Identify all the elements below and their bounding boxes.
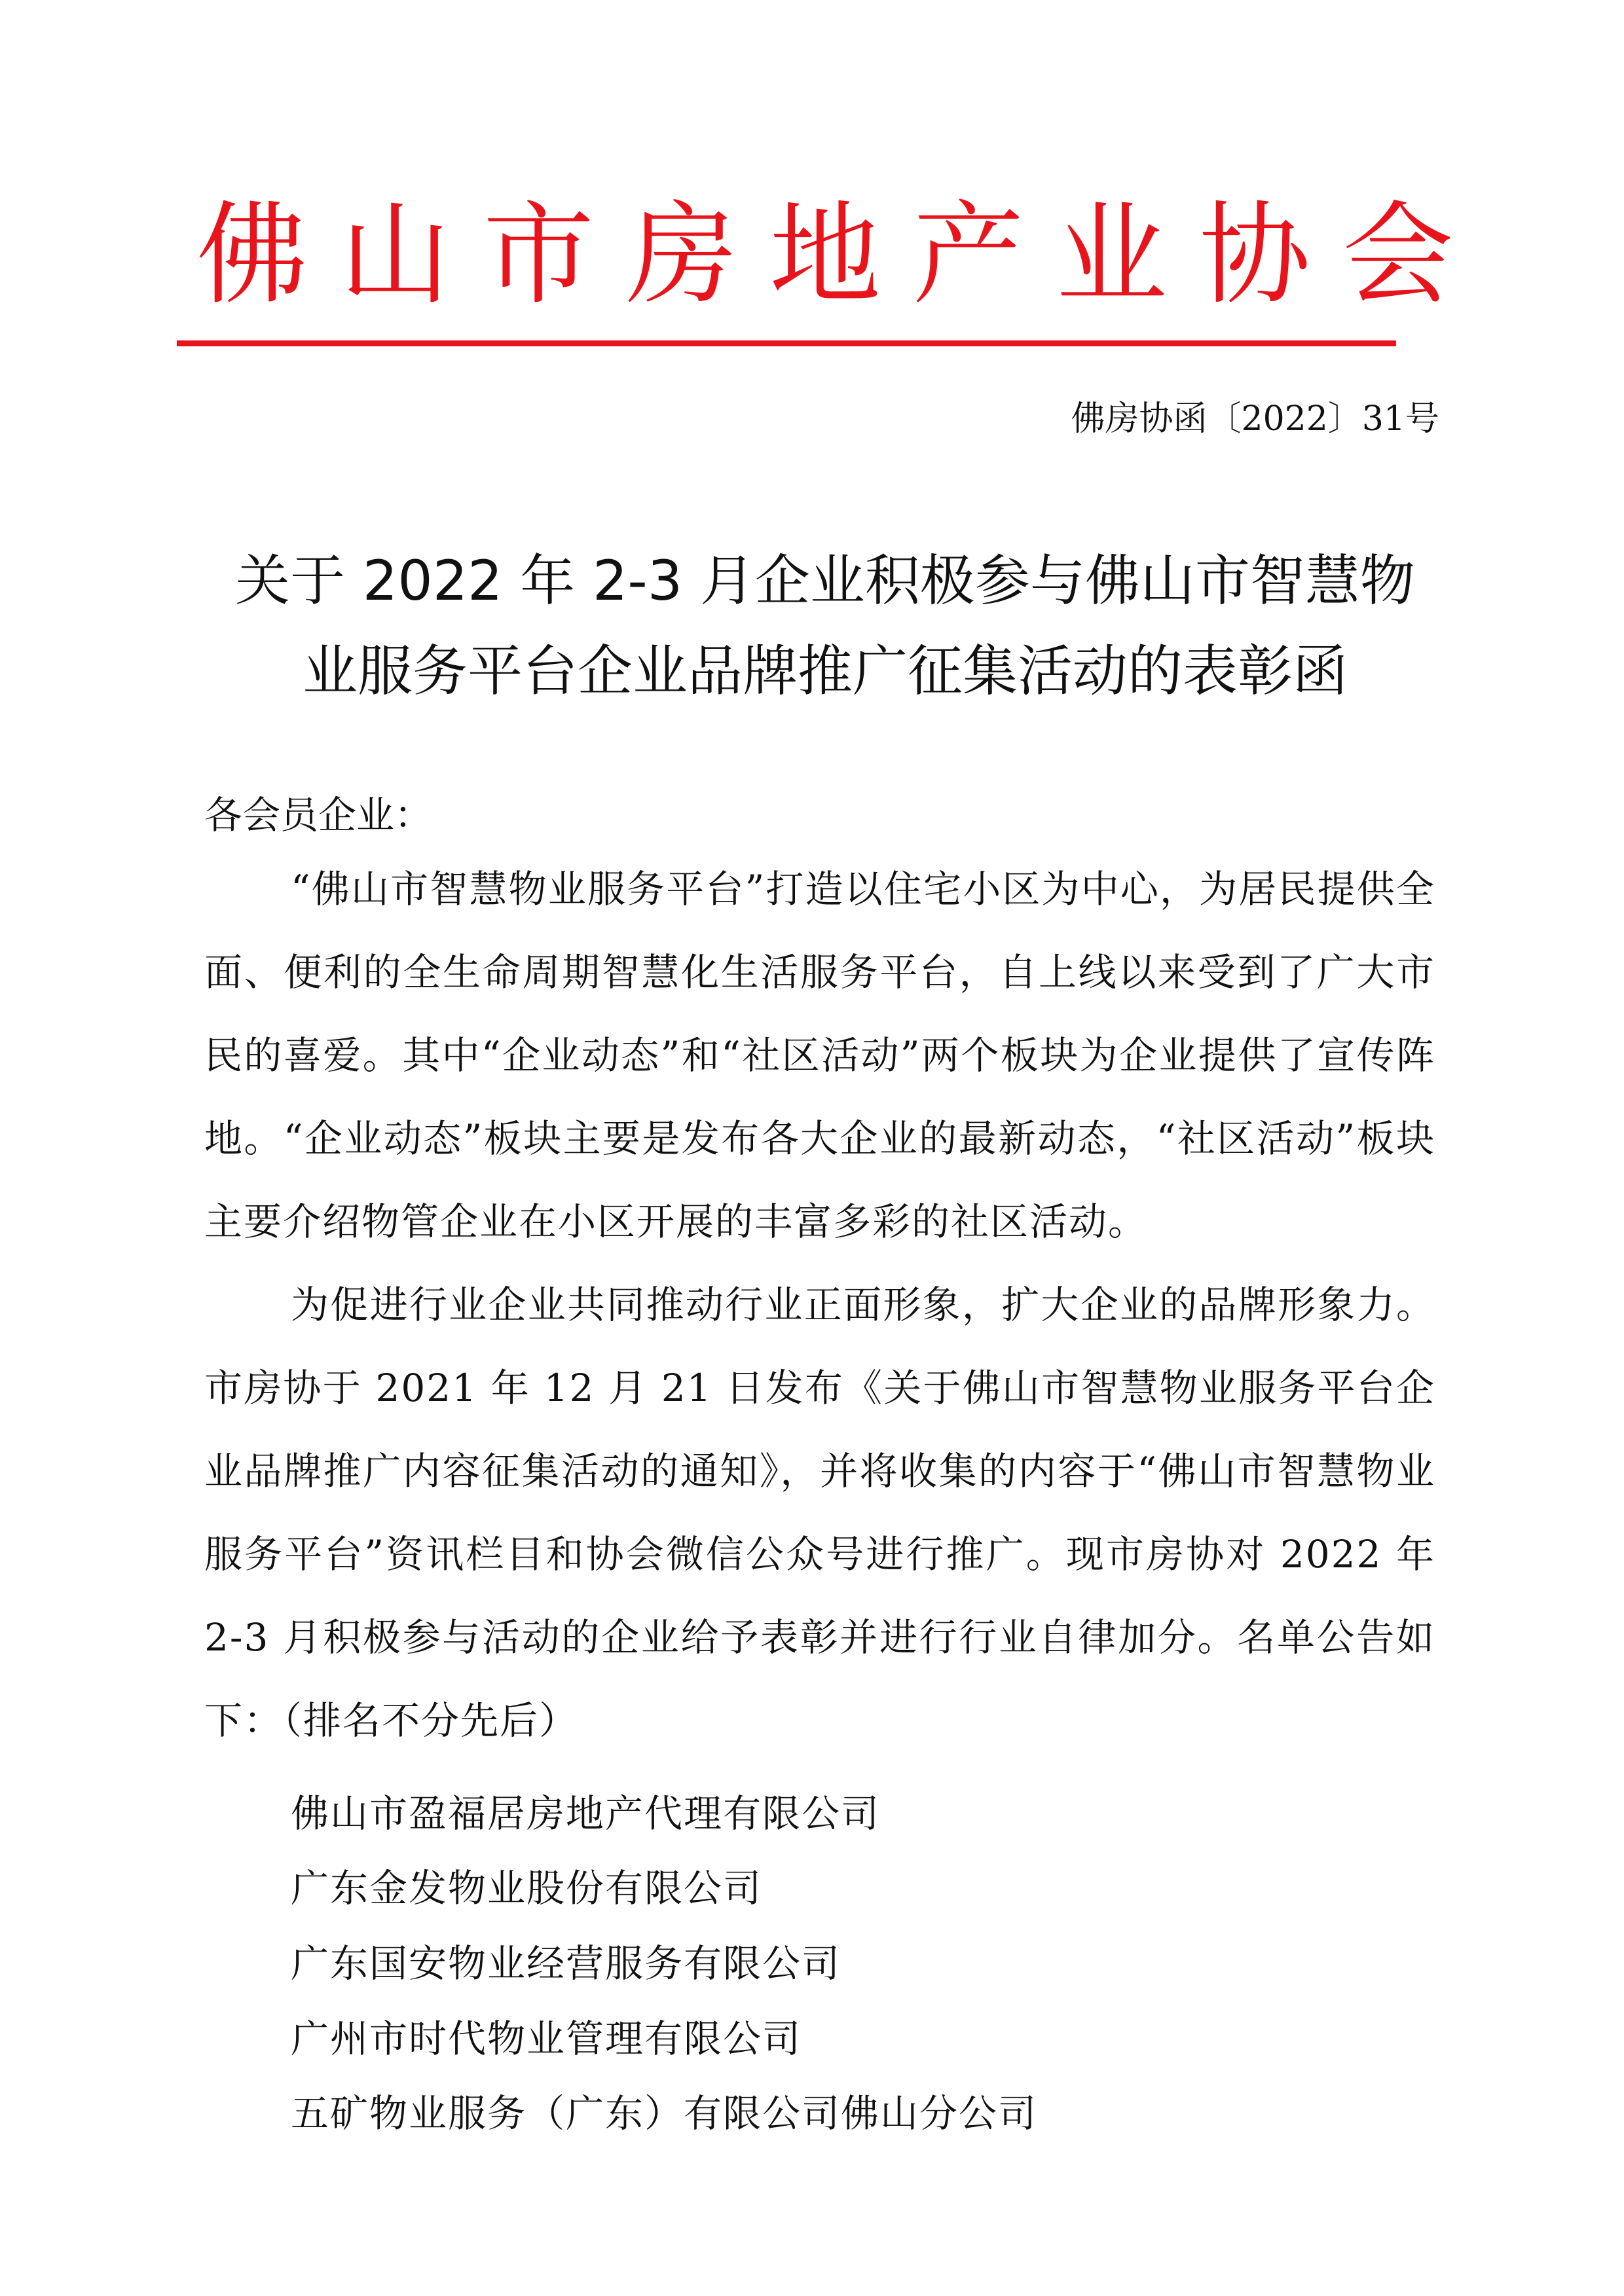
letterhead-char: 佛 <box>196 191 308 320</box>
letterhead-char: 市 <box>483 191 595 320</box>
company-list-item: 广东国安物业经营服务有限公司 <box>291 1941 841 1986</box>
letterhead-char: 业 <box>1056 191 1168 320</box>
document-number: 佛房协函〔2022〕31号 <box>1071 399 1439 439</box>
company-list-item: 佛山市盈福居房地产代理有限公司 <box>291 1791 881 1836</box>
letterhead-char: 地 <box>769 191 881 320</box>
letterhead-char: 协 <box>1199 191 1311 320</box>
letterhead-divider <box>177 340 1396 346</box>
title-line-2: 业服务平台企业品牌推广征集活动的表彰函 <box>302 639 1348 703</box>
letterhead-org-name <box>196 190 1454 321</box>
paragraph-commendation: 为促进行业企业共同推动行业正面形象，扩大企业的品牌形象力。市房协于 2021 年 12 月 21 日发布《关于佛山市智慧物业服务平台企业品牌推广内容征集活动的通知》，并将收集的内容于“佛山市智慧物业服务平台”资讯栏目和协会微信公众号进行推广。现市房协对 2022 年 2-3 月积极参与活动的企业给予表彰并进行行业自律加分。名单公告如下：（排名不分先后） <box>204 1283 1435 1743</box>
salutation: 各会员企业： <box>204 793 433 837</box>
body-text <box>204 848 1435 1762</box>
letterhead-char: 山 <box>339 191 451 320</box>
company-list-item: 五矿物业服务（广东）有限公司佛山分公司 <box>291 2091 1038 2136</box>
letterhead-char: 产 <box>912 191 1024 320</box>
document-title <box>196 536 1454 716</box>
company-list-item: 广州市时代物业管理有限公司 <box>291 2016 802 2061</box>
paragraph-platform-intro: “佛山市智慧物业服务平台”打造以住宅小区为中心，为居民提供全面、便利的全生命周期智慧化生活服务平台，自上线以来受到了广大市民的喜爱。其中“企业动态”和“社区活动”两个板块为企业提供了宣传阵地。“企业动态”板块主要是发布各大企业的最新动态，“社区活动”板块主要介绍物管企业在小区开展的丰富多彩的社区活动。 <box>204 867 1435 1244</box>
letterhead-char: 房 <box>626 191 738 320</box>
letterhead-char: 会 <box>1342 191 1454 320</box>
company-list-item: 广东金发物业股份有限公司 <box>291 1866 763 1910</box>
title-line-1: 关于 2022 年 2-3 月企业积极参与佛山市智慧物 <box>235 549 1415 613</box>
